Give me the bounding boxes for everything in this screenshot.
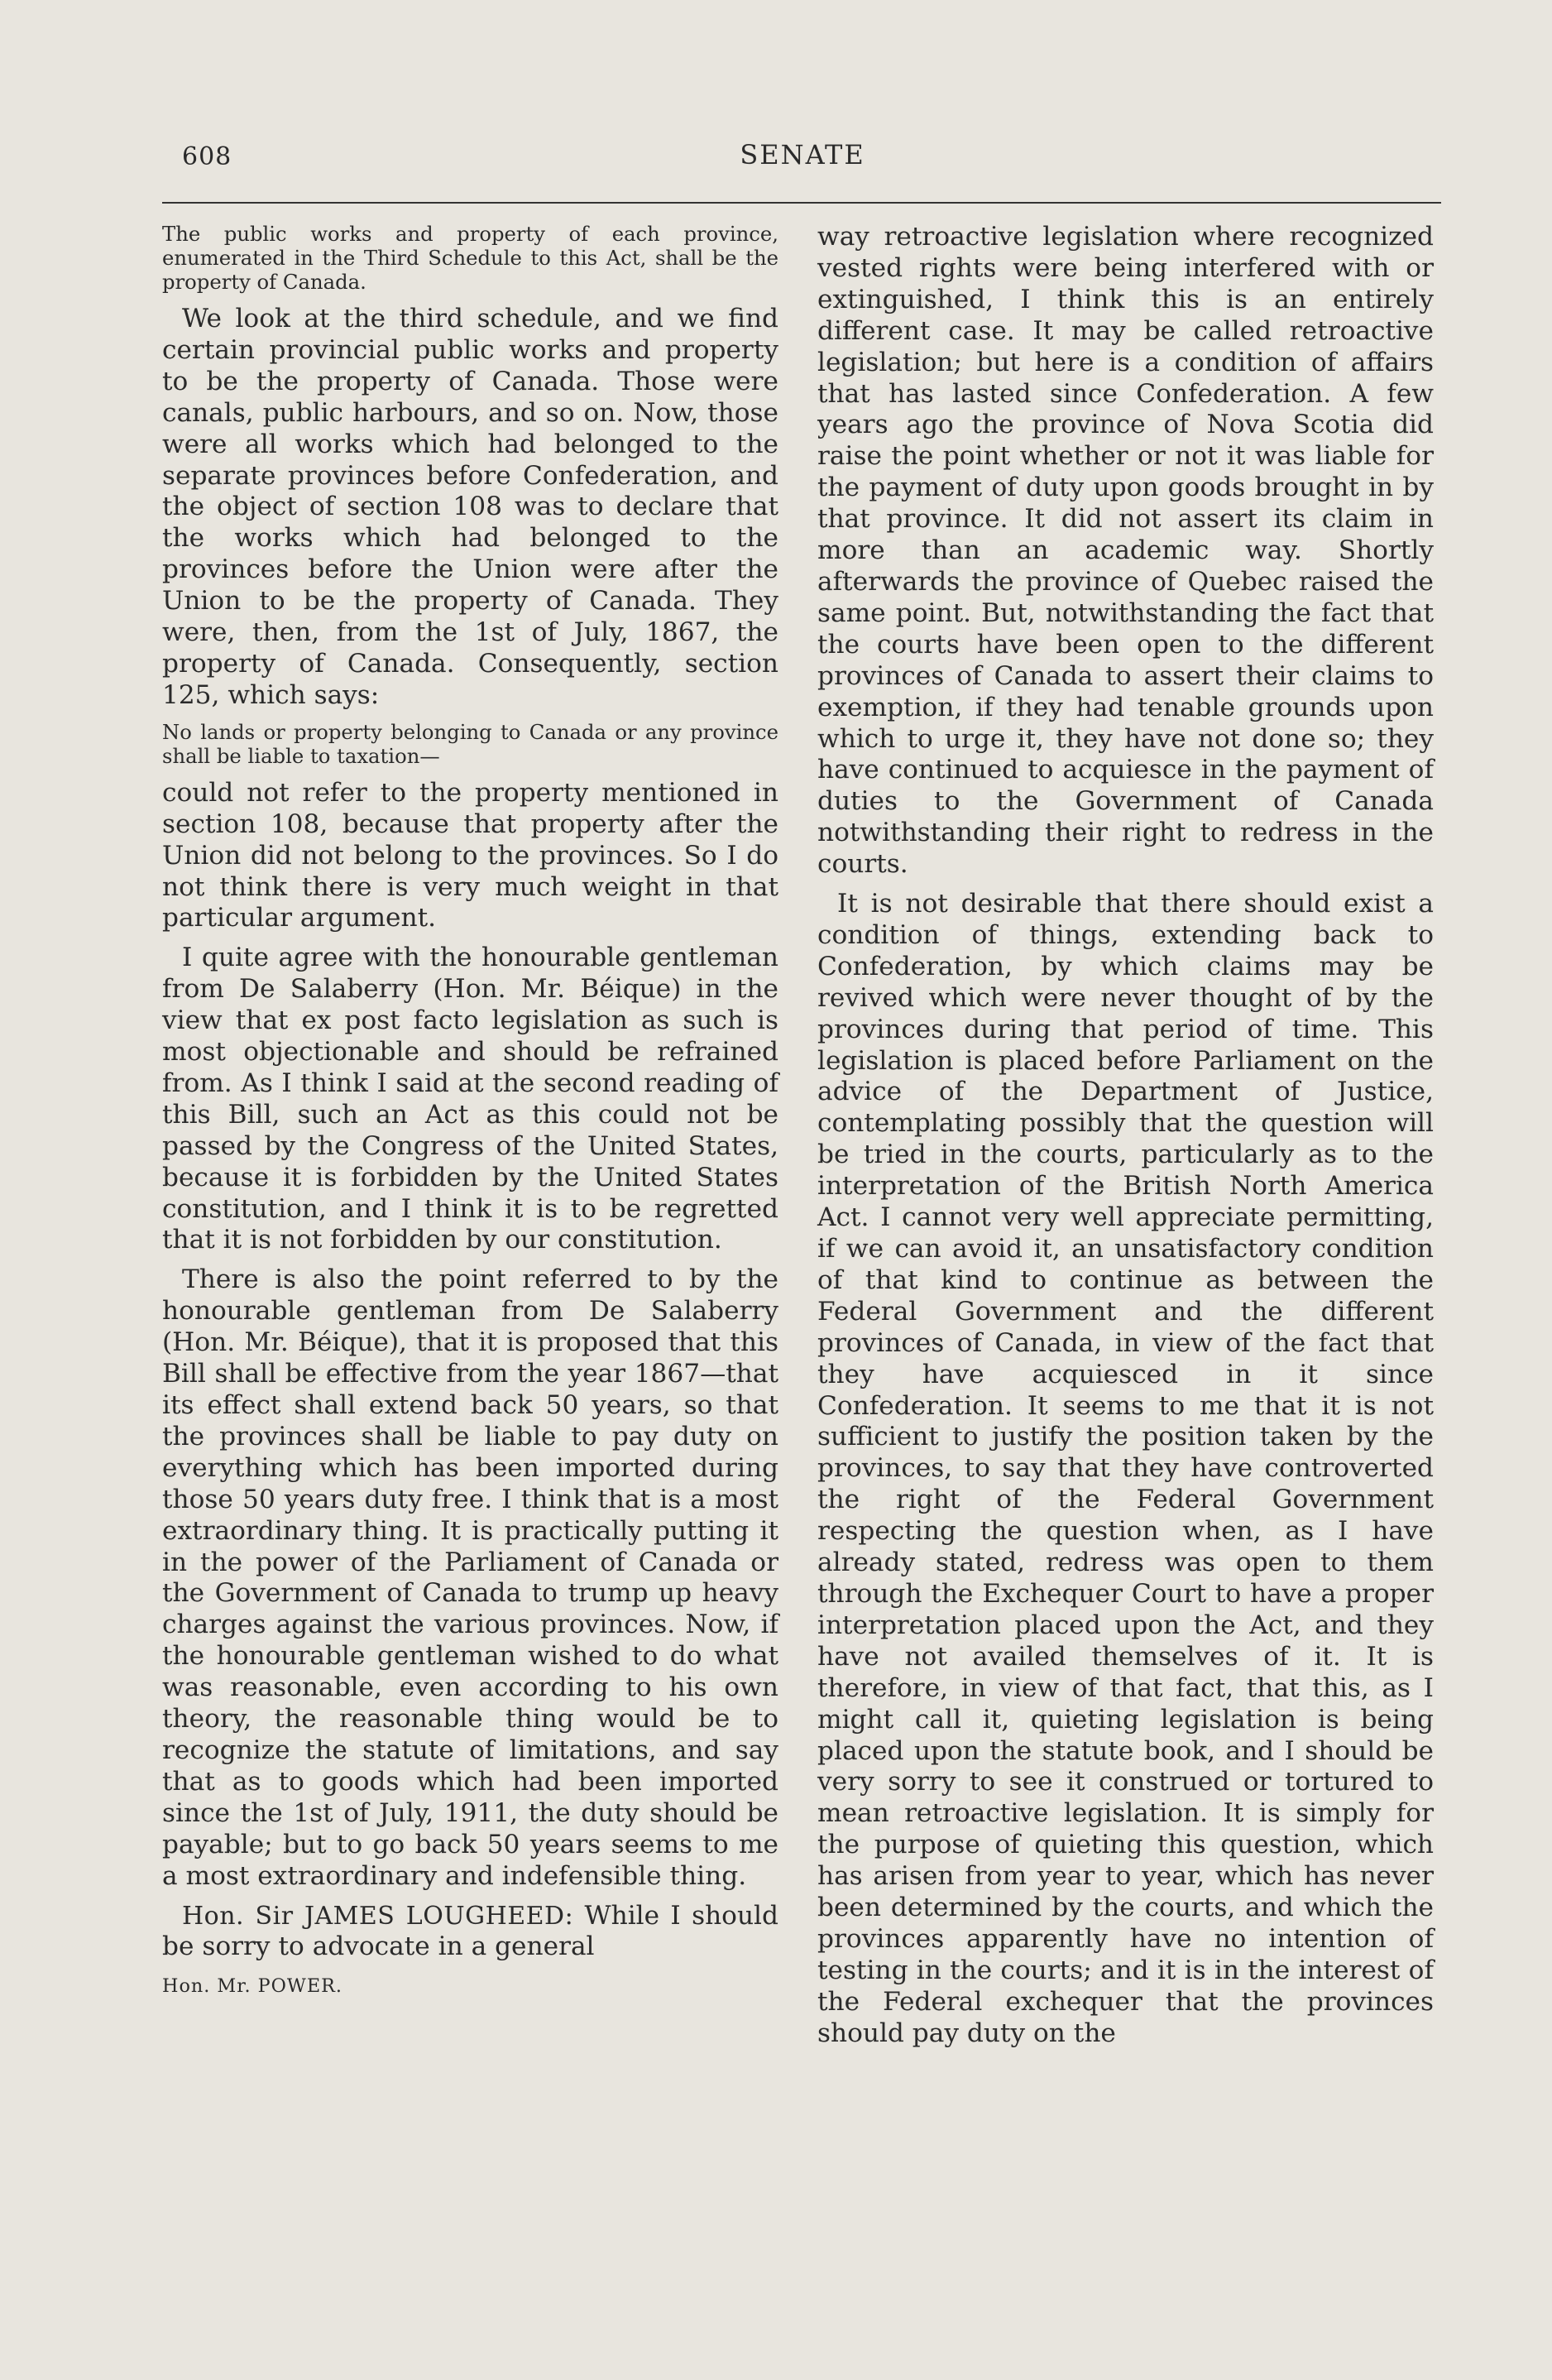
speaker-name: Hon. Sir JAMES LOUGHEED: [182,1901,574,1931]
speech-text: While I should be sorry to advocate in a general [162,1900,778,1962]
speech-paragraph [162,1901,778,1964]
page-header [165,132,1439,182]
page-number: 608 [182,142,232,171]
footer-signature: Hon. Mr. POWER. [162,1975,342,1998]
statute-quote: The public works and property of each province, enumerated in the Third Schedule to this Act, shall be the property of Canada. [162,222,778,294]
statute-quote: No lands or property belonging to Canada or any province shall be liable to taxation— [162,719,778,768]
paragraph: There is also the point referred to by the honourable gentleman from De Salaberry (Hon. Mr. Béique), that it is proposed that this Bill shall be effective from the year 1867—that its effect shall extend back 50 years, so that the provinces shall be liable to pay duty on everything which has been imported during those 50 years duty free. I think that is a most extraordinary thing. It is practically putting it in the power of the Parliament of Canada or the Government of Canada to trump up heavy charges against the various provinces. Now, if the honourable gentleman wished to do what was reasonable, even according to his own theory, the reasonable thing would be to recognize the statute of limitations, and say that as to goods which had been imported since the 1st of July, 1911, the duty should be payable; but to go back 50 years seems to me a most extraordinary and indefensible thing. [162,1264,778,1891]
right-column [817,222,1434,2058]
header-rule [162,202,1441,204]
paragraph: I quite agree with the honourable gentleman from De Salaberry (Hon. Mr. Béique) in the view that ex post facto legislation as such is most objectionable and should be refrained from. As I think I said at the second reading of this Bill, such an Act as this could not be passed by the Congress of the United States, because it is forbidden by the United States constitution, and I think it is to be regretted that it is not forbidden by our constitution. [162,943,778,1255]
paragraph: could not refer to the property mentioned in section 108, because that property after the Union did not belong to the provinces. So I do not think there is very much weight in that particular argument. [162,777,778,933]
left-column [162,222,778,2003]
paragraph: We look at the third schedule, and we find certain provincial public works and property to be the property of Canada. Those were canals, public harbours, and so on. Now, those were all works which had belonged to the separate provinces before Confederation, and the object of section 108 was to declare that the works which had belonged to the provinces before the Union were after the Union to be the property of Canada. They were, then, from the 1st of July, 1867, the property of Canada. Consequently, section 125, which says: [162,304,778,710]
running-head: SENATE [740,139,865,170]
paragraph: It is not desirable that there should exist a condition of things, extending back to Confederation, by which claims may be revived which were never thought of by the provinces during that period of time. This legislation is placed before Parliament on the advice of the Department of Justice, contemplating possibly that the question will be tried in the courts, particularly as to the interpretation of the British North America Act. I cannot very well appreciate permitting, if we can avoid it, an unsatisfactory condition of that kind to continue as between the Federal Government and the different provinces of Canada, in view of the fact that they have acquiesced in it since Confederation. It seems to me that it is not sufficient to justify the position taken by the provinces, to say that they have controverted the right of the Federal Government respecting the question when, as I have already stated, redress was open to them through the Exchequer Court to have a proper interpretation placed upon the Act, and they have not availed themselves of it. It is therefore, in view of that fact, that this, as I might call it, quieting legislation is being placed upon the statute book, and I should be very sorry to see it construed or tortured to mean retroactive legislation. It is simply for the purpose of quieting this question, which has arisen from year to year, which has never been determined by the courts, and which the provinces apparently have no intention of testing in the courts; and it is in the interest of the Federal exchequer that the provinces should pay duty on the [817,889,1434,2048]
paragraph: way retroactive legislation where recognized vested rights were being interfered with or extinguished, I think this is an entirely different case. It may be called retroactive legislation; but here is a condition of affairs that has lasted since Confederation. A few years ago the province of Nova Scotia did raise the point whether or not it was liable for the payment of duty upon goods brought in by that province. It did not assert its claim in more than an academic way. Shortly afterwards the province of Quebec raised the same point. But, notwithstanding the fact that the courts have been open to the different provinces of Canada to assert their claims to exemption, if they had tenable grounds upon which to urge it, they have not done so; they have continued to acquiesce in the payment of duties to the Government of Canada notwithstanding their right to redress in the courts. [817,222,1434,880]
